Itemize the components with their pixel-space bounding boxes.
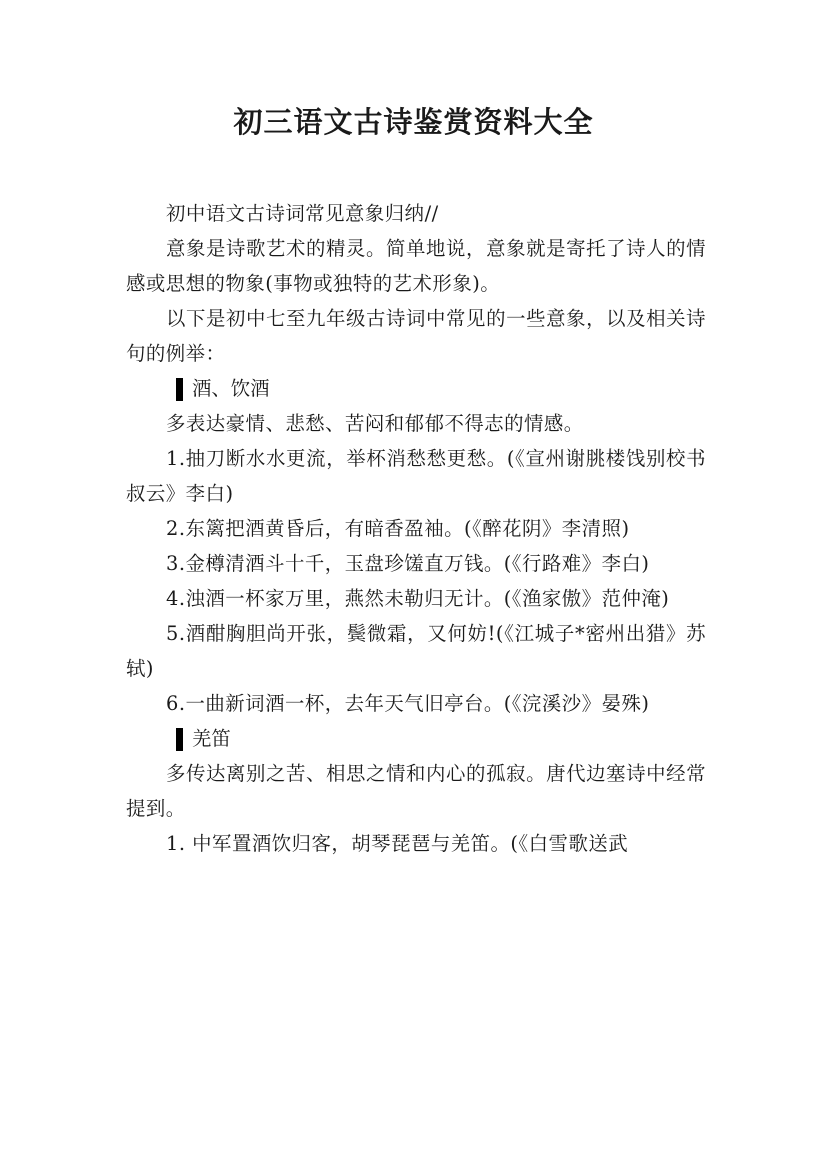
section-heading-qiangdi (126, 721, 706, 756)
section-heading-text: 酒、饮酒 (192, 377, 270, 400)
overview-paragraph: 以下是初中七至九年级古诗词中常见的一些意象，以及相关诗句的例举： (126, 307, 706, 365)
poem-example-item: 6.一曲新词酒一杯，去年天气旧亭台。(《浣溪沙》晏殊) (166, 692, 650, 715)
section-description: 多表达豪情、悲愁、苦闷和郁郁不得志的情感。 (166, 412, 584, 435)
document-title: 初三语文古诗鉴赏资料大全 (233, 105, 594, 139)
poem-example-item: 5.酒酣胸胆尚开张，鬓微霜，又何妨!(《江城子*密州出猎》苏轼) (126, 622, 706, 680)
section-description: 多传达离别之苦、相思之情和内心的孤寂。唐代边塞诗中经常提到。 (126, 762, 706, 820)
poem-example-item: 1. 中军置酒饮归客，胡琴琵琶与羌笛。(《白雪歌送武 (166, 832, 629, 855)
section-heading-wine (126, 371, 706, 406)
poem-example-item: 4.浊酒一杯家万里，燕然未勒归无计。(《渔家傲》范仲淹) (166, 587, 670, 610)
heading-bar-marker (176, 378, 183, 401)
definition-paragraph: 意象是诗歌艺术的精灵。简单地说，意象就是寄托了诗人的情感或思想的物象(事物或独特的艺术形象)。 (126, 237, 706, 295)
section-heading-text: 羌笛 (192, 727, 231, 750)
document-body (126, 196, 706, 861)
poem-example-item: 2.东篱把酒黄昏后，有暗香盈袖。(《醉花阴》李清照) (166, 517, 630, 540)
intro-paragraph: 初中语文古诗词常见意象归纳// (166, 202, 439, 225)
heading-bar-marker (176, 728, 183, 751)
poem-example-item: 1.抽刀断水水更流，举杯消愁愁更愁。(《宣州谢朓楼饯别校书叔云》李白) (126, 447, 706, 505)
poem-example-item: 3.金樽清酒斗十千，玉盘珍馐直万钱。(《行路难》李白) (166, 552, 650, 575)
